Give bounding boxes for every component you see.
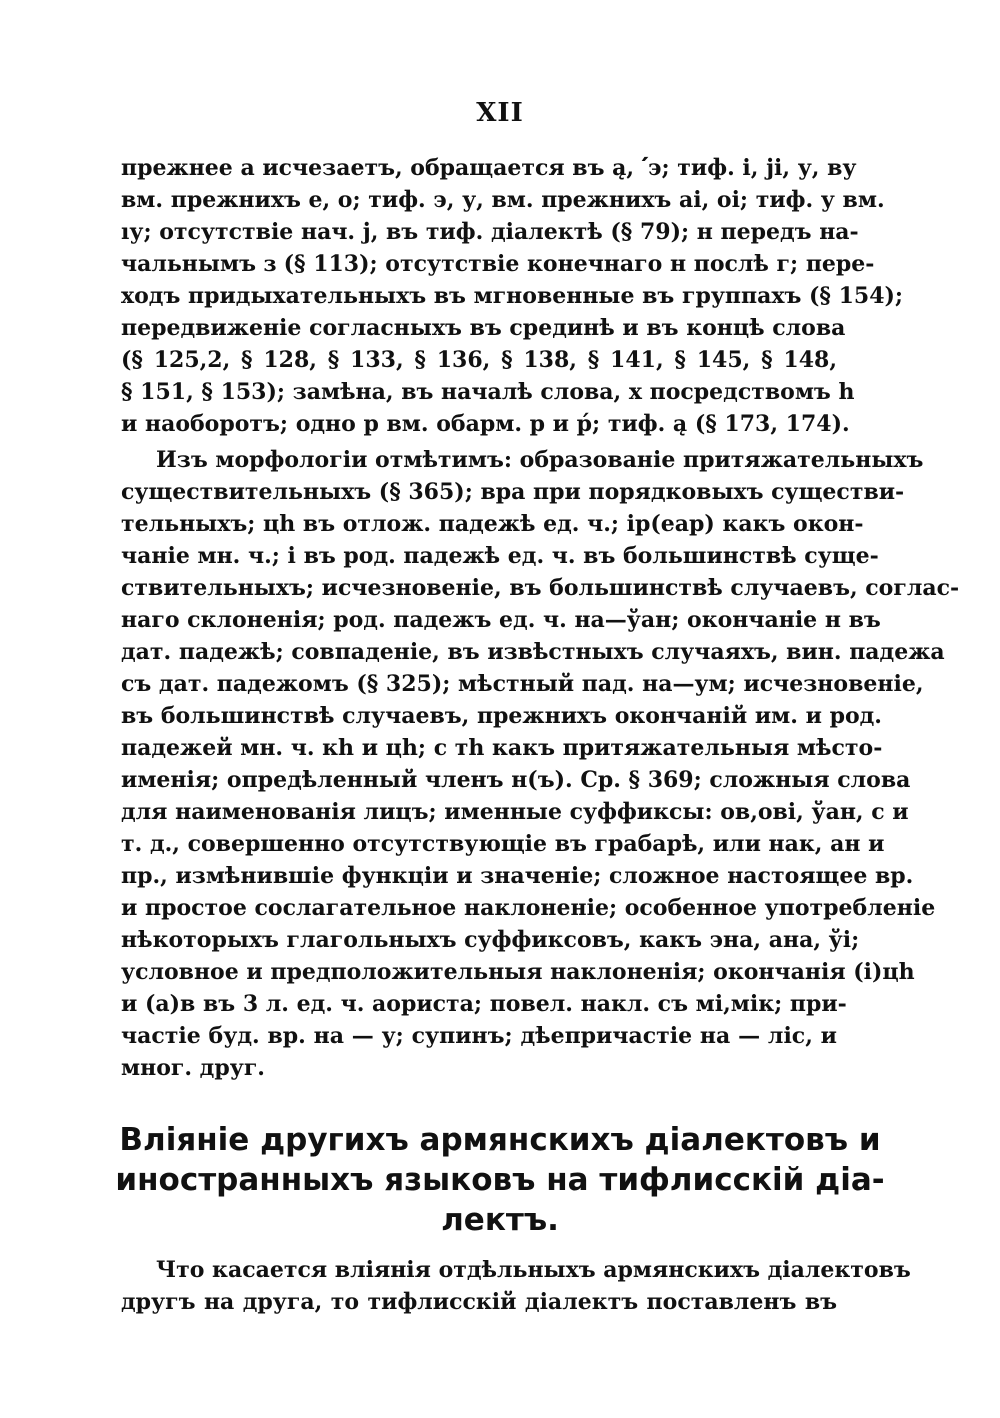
text-line: Что касается вліянія отдѣльныхъ армянскихъ діалектовъ bbox=[156, 1257, 911, 1283]
text-line: другъ на друга, то тифлисскій діалектъ поставленъ въ bbox=[121, 1289, 837, 1315]
text-line: § 151, § 153); замѣна, въ началѣ слова, х посредствомъ h bbox=[121, 379, 855, 405]
section-heading-line: Вліяніе другихъ армянскихъ діалектовъ и bbox=[119, 1122, 881, 1158]
text-line: условное и предположительныя наклоненія; окончанія (і)цh bbox=[121, 959, 915, 985]
text-line: дат. падежѣ; совпаденіе, въ извѣстныхъ случаяхъ, вин. падежа bbox=[121, 639, 945, 665]
text-line: существительныхъ (§ 365); вра при порядковыхъ существи- bbox=[121, 479, 905, 505]
text-line: въ большинствѣ случаевъ, прежнихъ окончаній им. и род. bbox=[121, 703, 882, 729]
text-line: прежнее а исчезаетъ, обращается въ ą, ՛э; тиф. i, јi, у, ву bbox=[121, 155, 857, 181]
text-line: Изъ морфологіи отмѣтимъ: образованіе притяжательныхъ bbox=[156, 447, 924, 473]
text-line: и простое сослагательное наклоненіе; особенное употребленіе bbox=[121, 895, 936, 921]
text-line: и наоборотъ; одно р вм. обарм. р и ṕ; тиф. ą (§ 173, 174). bbox=[121, 411, 850, 437]
text-line: передвиженіе согласныхъ въ срединѣ и въ концѣ слова bbox=[121, 315, 846, 341]
text-line: (§ 125,2, § 128, § 133, § 136, § 138, § 141, § 145, § 148, bbox=[121, 347, 837, 373]
text-line: ствительныхъ; исчезновеніе, въ большинствѣ случаевъ, соглас- bbox=[121, 575, 960, 601]
text-line: чаніе мн. ч.; і въ род. падежѣ ед. ч. въ большинствѣ суще- bbox=[121, 543, 879, 569]
text-line: и (а)в въ 3 л. ед. ч. аориста; повел. накл. съ мі,мік; при- bbox=[121, 991, 847, 1017]
text-line: ıу; отсутствіе нач. ј, въ тиф. діалектѣ (§ 79); н передъ на- bbox=[121, 219, 859, 245]
text-line: ходъ придыхательныхъ въ мгновенные въ группахъ (§ 154); bbox=[121, 283, 904, 309]
text-line: наго склоненія; род. падежъ ед. ч. на—ўан; окончаніе н въ bbox=[121, 607, 881, 633]
text-line: падежей мн. ч. кh и цh; с тh какъ притяжательныя мѣсто- bbox=[121, 735, 883, 761]
section-heading-line: иностранныхъ языковъ на тифлисскій діа- bbox=[115, 1162, 885, 1198]
page-number: XII bbox=[476, 98, 524, 128]
text-line: мног. друг. bbox=[121, 1055, 265, 1081]
text-line: тельныхъ; цh въ отлож. падежѣ ед. ч.; ір(еар) какъ окон- bbox=[121, 511, 864, 537]
text-line: именія; опредѣленный членъ н(ъ). Ср. § 369; сложныя слова bbox=[121, 767, 911, 793]
text-line: для наименованія лицъ; именные суффиксы: ов,ові, ўан, с и bbox=[121, 799, 909, 825]
text-line: нѣкоторыхъ глагольныхъ суффиксовъ, какъ эна, ана, ўі; bbox=[121, 927, 860, 953]
text-line: т. д., совершенно отсутствующіе въ грабарѣ, или нак, ан и bbox=[121, 831, 885, 857]
text-line: пр., измѣнившіе функціи и значеніе; сложное настоящее вр. bbox=[121, 863, 914, 889]
text-line: чальнымъ ɜ (§ 113); отсутствіе конечнаго н послѣ г; пере- bbox=[121, 251, 875, 277]
text-line: частіе буд. вр. на — у; супинъ; дѣепричастіе на — ліс, и bbox=[121, 1023, 837, 1049]
section-heading-line: лектъ. bbox=[441, 1202, 559, 1238]
text-line: съ дат. падежомъ (§ 325); мѣстный пад. на—ум; исчезновеніе, bbox=[121, 671, 924, 697]
text-line: вм. прежнихъ е, о; тиф. э, у, вм. прежнихъ аі, оі; тиф. у вм. bbox=[121, 187, 885, 213]
